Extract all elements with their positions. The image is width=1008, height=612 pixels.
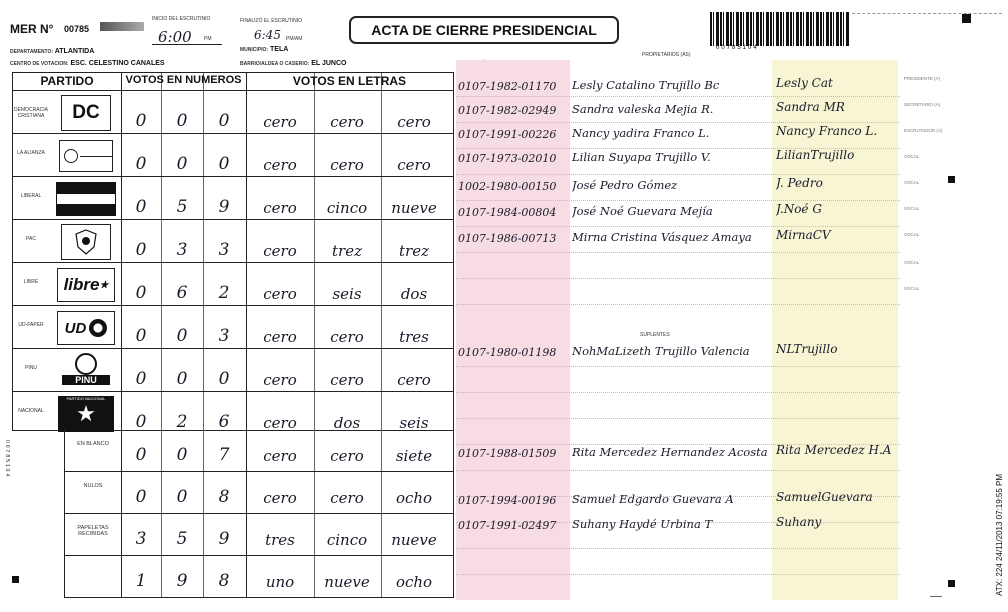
header-divider (852, 13, 1002, 14)
extra-row-name: PAPELETAS RECIBIDAS (77, 525, 109, 537)
vote-word: cero (330, 328, 364, 346)
signature-line (456, 574, 900, 575)
vote-word: tres (265, 531, 295, 549)
vote-word: cero (397, 371, 431, 389)
member-name: Sandra valeska Mejia R. (572, 102, 714, 116)
dc-logo: DC (61, 95, 111, 131)
member-signature: Sandra MR (776, 100, 845, 114)
inicio-unit: PM (204, 36, 212, 42)
vote-word: cero (263, 156, 297, 174)
vote-word: uno (265, 573, 295, 591)
col-partido: PARTIDO (40, 74, 94, 88)
votes-table (12, 72, 454, 431)
mer-number: 00785 (64, 24, 90, 34)
vote-digit: 2 (176, 412, 188, 432)
vote-word: seis (332, 285, 362, 303)
libre-logo: libre ★ (57, 268, 115, 302)
member-name: Suhany Haydé Urbina T (572, 517, 713, 531)
municipio-value: TELA (270, 46, 289, 53)
departamento-label: DEPARTAMENTO: (10, 49, 54, 55)
suplentes-label: SUPLENTES (640, 332, 670, 338)
vote-word: cero (263, 447, 297, 465)
vote-digit: 0 (176, 487, 188, 507)
registration-mark-bottom-right (948, 580, 955, 587)
vote-digit: 0 (218, 111, 230, 131)
member-signature: Nancy Franco L. (776, 124, 878, 138)
vote-digit: 0 (176, 326, 188, 346)
star-icon: ★ (76, 401, 96, 426)
pinu-circle-icon (75, 353, 97, 375)
vote-digit: 3 (218, 326, 230, 346)
vote-word: cero (330, 113, 364, 131)
side-label-vocal-4: VOCAL (904, 232, 920, 237)
registration-mark (962, 14, 971, 23)
fin-label: FINALIZÓ EL ESCRUTINIO (240, 18, 303, 24)
party-logo (53, 394, 119, 434)
vote-digit: 0 (176, 445, 188, 465)
vote-digit: 8 (218, 571, 230, 591)
nacional-logo-text: PARTIDO NACIONAL (66, 396, 106, 401)
vote-digit: 0 (135, 240, 147, 260)
vote-word: cero (263, 242, 297, 260)
member-signature: Rita Mercedez H.A (776, 443, 892, 457)
departamento-value: ATLANTIDA (54, 48, 95, 55)
signature-line (456, 252, 900, 253)
ud-logo-text: UD (64, 319, 87, 337)
vote-word: cero (263, 199, 297, 217)
vote-word: seis (399, 414, 429, 432)
signature-line (456, 418, 900, 419)
signature-line (456, 304, 900, 305)
mer-label: MER N° (10, 22, 54, 36)
pac-shield-icon (61, 224, 111, 260)
vote-digit: 0 (135, 487, 147, 507)
vote-word: cinco (326, 199, 368, 217)
member-id: 0107-1991-00226 (458, 128, 557, 141)
registration-mark-right (948, 176, 955, 183)
party-logo (53, 136, 119, 176)
member-id: 0107-1982-02949 (458, 104, 557, 117)
col-votos-letras: VOTOS EN LETRAS (292, 74, 407, 88)
member-id: 0107-1986-00713 (458, 232, 557, 245)
vote-word: cero (330, 156, 364, 174)
vote-digit: 0 (135, 412, 147, 432)
vote-digit: 7 (218, 445, 230, 465)
side-label-vocal-3: VOCAL (904, 206, 920, 211)
side-label-vocal-6: VOCAL (904, 286, 920, 291)
vote-word: cero (330, 371, 364, 389)
vote-digit: 0 (135, 369, 147, 389)
vote-digit: 6 (176, 283, 188, 303)
vote-digit: 0 (135, 111, 147, 131)
party-logo (53, 351, 119, 391)
vote-digit: 0 (218, 369, 230, 389)
member-signature: LilianTrujillo (776, 148, 855, 162)
vote-digit: 0 (176, 369, 188, 389)
party-logo (53, 265, 119, 305)
vote-word: cero (263, 285, 297, 303)
vote-word: cero (263, 328, 297, 346)
vote-digit: 0 (135, 197, 147, 217)
vote-digit: 5 (176, 197, 188, 217)
vote-word: cero (263, 113, 297, 131)
vote-word: nueve (324, 573, 370, 591)
signature-line (456, 278, 900, 279)
member-id: 0107-1994-00196 (458, 494, 557, 507)
vote-digit: 0 (135, 154, 147, 174)
inicio-line (152, 44, 222, 45)
party-name: LIBERAL (20, 193, 42, 199)
alianza-logo (59, 140, 113, 172)
vote-digit: 9 (218, 197, 230, 217)
member-name: Lesly Catalino Trujillo Bc (572, 78, 720, 92)
side-label-presidente: PRESIDENTE (A) (904, 76, 941, 81)
vote-word: cero (397, 113, 431, 131)
ud-logo (57, 311, 115, 345)
vote-digit: 0 (135, 326, 147, 346)
vote-word: nueve (391, 199, 437, 217)
vote-word: cero (330, 489, 364, 507)
side-label-vocal-1: VOCAL (904, 154, 920, 159)
libre-logo-text: libre (63, 275, 100, 294)
vote-word: ocho (395, 489, 433, 507)
registration-mark-bottom-left (12, 576, 19, 583)
vote-word: cero (397, 156, 431, 174)
vote-word: cero (330, 447, 364, 465)
member-id: 0107-1973-02010 (458, 152, 557, 165)
member-id: 0107-1988-01509 (458, 447, 557, 460)
vote-word: cinco (326, 531, 368, 549)
vote-digit: 1 (135, 571, 147, 591)
extra-row-name: EN BLANCO (77, 441, 109, 447)
vote-word: nueve (391, 531, 437, 549)
vote-digit: 5 (176, 529, 188, 549)
member-signature: MirnaCV (776, 228, 831, 242)
vote-word: dos (333, 414, 361, 432)
vote-digit: 0 (135, 445, 147, 465)
signature-line (456, 122, 900, 123)
vote-word: trez (332, 242, 362, 260)
signature-line (456, 96, 900, 97)
vote-word: ocho (395, 573, 433, 591)
propietarios-label: PROPIETARIOS (AS) (642, 52, 691, 58)
vote-digit: 0 (218, 154, 230, 174)
fin-unit: PM/AM (286, 36, 303, 42)
member-name: NohMaLizeth Trujillo Valencia (572, 344, 750, 358)
vote-digit: 3 (176, 240, 188, 260)
vote-digit: 3 (135, 529, 147, 549)
party-logo (53, 308, 119, 348)
signature-line (456, 548, 900, 549)
member-signature: SamuelGuevara (776, 490, 873, 504)
barrio-label: BARRIO/ALDEA O CASERIO: (240, 61, 310, 67)
member-signature: J. Pedro (776, 176, 823, 190)
municipio-label: MUNICIPIO: (240, 47, 269, 53)
signature-line (456, 200, 900, 201)
side-label-vocal-2: VOCAL (904, 180, 920, 185)
vote-word: tres (399, 328, 429, 346)
vote-word: cero (263, 489, 297, 507)
sun-icon (89, 319, 107, 337)
liberal-flag (56, 182, 116, 216)
signature-line (456, 174, 900, 175)
member-name: José Pedro Gómez (572, 178, 678, 192)
side-label-secretario: SECRETARIO (A) (904, 102, 941, 107)
left-barcode: 00785104 (4, 440, 10, 479)
col-votos-numeros: VOTOS EN NUMEROS (125, 74, 242, 86)
centro-label: CENTRO DE VOTACION: (10, 61, 69, 67)
vote-word: cero (263, 414, 297, 432)
vote-digit: 2 (218, 283, 230, 303)
pinu-logo-text: PINU (62, 375, 110, 385)
side-label-vocal-5: VOCAL (904, 260, 920, 265)
vote-word: trez (399, 242, 429, 260)
signature-line (456, 226, 900, 227)
signature-line (456, 470, 900, 471)
vote-digit: 0 (176, 111, 188, 131)
party-name: PINU (25, 365, 37, 371)
member-name: Nancy yadira Franco L. (572, 126, 710, 140)
member-signature: J.Noé G (776, 202, 822, 216)
member-name: José Noé Guevara Mejía (572, 204, 713, 218)
extra-row-name: NULOS (83, 483, 103, 489)
transmission-stamp: ATX: 224 24/11/2013 07:19:55 PM (995, 473, 1004, 596)
vote-digit: 0 (176, 154, 188, 174)
inicio-label: INICIO DEL ESCRUTINIO (152, 16, 211, 22)
member-name: Lilian Suyapa Trujillo V. (572, 150, 711, 164)
signature-line (456, 392, 900, 393)
fin-value: 6:45 (254, 28, 281, 42)
member-name: Mirna Cristina Vásquez Amaya (572, 230, 752, 244)
party-logo (53, 179, 119, 219)
member-signature: NLTrujillo (776, 342, 838, 356)
member-id: 1002-1980-00150 (458, 180, 557, 193)
member-signature: Lesly Cat (776, 76, 833, 90)
vote-digit: 0 (135, 283, 147, 303)
member-id: 0107-1991-02497 (458, 519, 557, 532)
party-logo (53, 93, 119, 133)
party-name: NACIONAL (18, 408, 44, 414)
party-name: LIBRE (23, 279, 39, 285)
inicio-value: 6:00 (158, 28, 192, 46)
party-name: PAC (26, 236, 36, 242)
tse-logo (100, 22, 144, 31)
barrio-value: EL JUNCO (311, 60, 347, 67)
vote-word: cero (263, 371, 297, 389)
member-id: 0107-1984-00804 (458, 206, 557, 219)
pinu-logo (62, 353, 110, 389)
vote-digit: 6 (218, 412, 230, 432)
nacional-logo (58, 396, 114, 432)
party-name: UD-FAPER (18, 322, 44, 328)
party-logo (53, 222, 119, 262)
member-name: Rita Mercedez Hernandez Acosta (572, 445, 768, 459)
vote-digit: 8 (218, 487, 230, 507)
signature-line (456, 366, 900, 367)
document-title: ACTA DE CIERRE PRESIDENCIAL (349, 16, 619, 44)
vote-digit: 9 (218, 529, 230, 549)
party-name: LA ALIANZA (17, 150, 45, 156)
vote-word: siete (395, 447, 433, 465)
member-id: 0107-1982-01170 (458, 80, 557, 93)
vote-digit: 9 (176, 571, 188, 591)
crop-mark (930, 596, 942, 597)
totals-table (64, 429, 454, 598)
party-name: DEMOCRACIA CRISTIANA (14, 107, 48, 119)
vote-digit: 3 (218, 240, 230, 260)
member-name: Samuel Edgardo Guevara A (572, 492, 734, 506)
vote-word: dos (400, 285, 428, 303)
barcode-number: 00785104 (716, 45, 759, 51)
side-label-escrutador: ESCRUTADOR (A) (904, 128, 943, 133)
member-id: 0107-1980-01198 (458, 346, 557, 359)
member-signature: Suhany (776, 515, 822, 529)
centro-value: ESC. CELESTINO CANALES (70, 60, 165, 67)
barcode (710, 12, 850, 46)
